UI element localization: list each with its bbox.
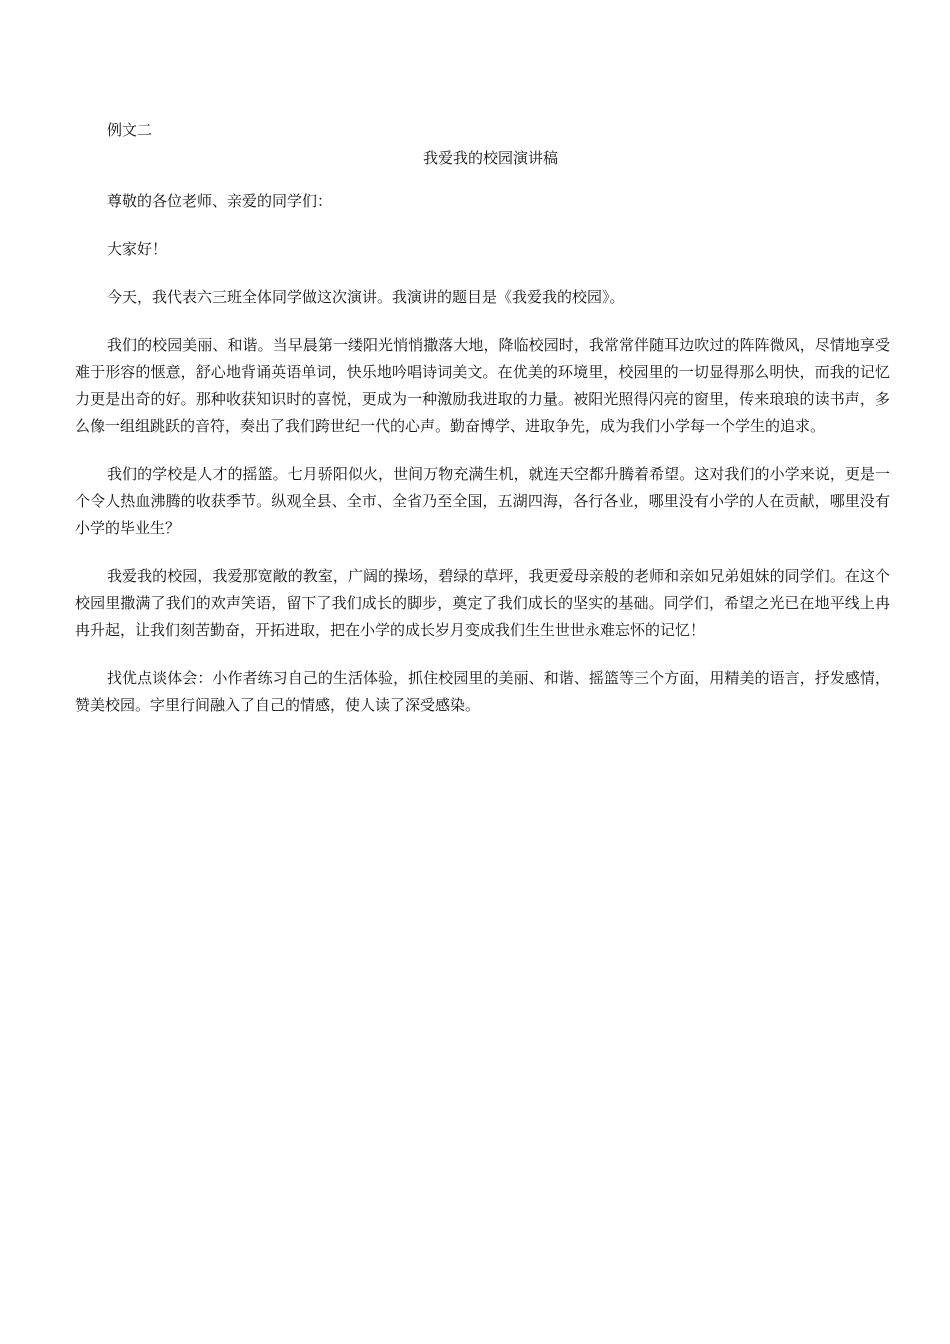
greeting-paragraph: 大家好！ (107, 240, 168, 258)
body-paragraph-love-campus: 我爱我的校园，我爱那宽敞的教室，广阔的操场，碧绿的草坪，我更爱母亲般的老师和亲如兄弟姐妹的同学们。在这个校园里撒满了我们的欢声笑语，留下了我们成长的脚步，奠定了我们成长的坚实的基础。同学们，希望之光已在地平线上冉冉升起，让我们刻苦勤奋，开拓进取，把在小学的成长岁月变成我们生生世世永难忘怀的记忆！ (75, 567, 890, 639)
intro-paragraph: 今天，我代表六三班全体同学做这次演讲。我演讲的题目是《我爱我的校园》。 (107, 288, 625, 306)
example-label: 例文二 (107, 121, 153, 139)
salutation-paragraph: 尊敬的各位老师、亲爱的同学们： (107, 192, 333, 210)
commentary-paragraph: 找优点谈体会：小作者练习自己的生活体验，抓住校园里的美丽、和谐、摇篮等三个方面，用精美的语言，抒发感情，赞美校园。字里行间融入了自己的情感，使人读了深受感染。 (75, 669, 890, 714)
body-paragraph-cradle: 我们的学校是人才的摇篮。七月骄阳似火，世间万物充满生机，就连天空都升腾着希望。这对我们的小学来说，更是一个令人热血沸腾的收获季节。纵观全县、全市、全省乃至全国，五湖四海，各行各业，哪里没有小学的人在贡献，哪里没有小学的毕业生？ (75, 465, 890, 537)
document-page (75, 118, 890, 740)
body-paragraph-campus-beauty: 我们的校园美丽、和谐。当早晨第一缕阳光悄悄撒落大地，降临校园时，我常常伴随耳边吹过的阵阵微风，尽情地享受难于形容的惬意，舒心地背诵英语单词，快乐地吟唱诗词美文。在优美的环境里，校园里的一切显得那么明快，而我的记忆力更是出奇的好。那种收获知识时的喜悦，更成为一种激励我进取的力量。被阳光照得闪亮的窗里，传来琅琅的读书声，多么像一组组跳跃的音符，奏出了我们跨世纪一代的心声。勤奋博学、进取争先，成为我们小学每一个学生的追求。 (75, 336, 890, 435)
document-title: 我爱我的校园演讲稿 (423, 149, 559, 167)
